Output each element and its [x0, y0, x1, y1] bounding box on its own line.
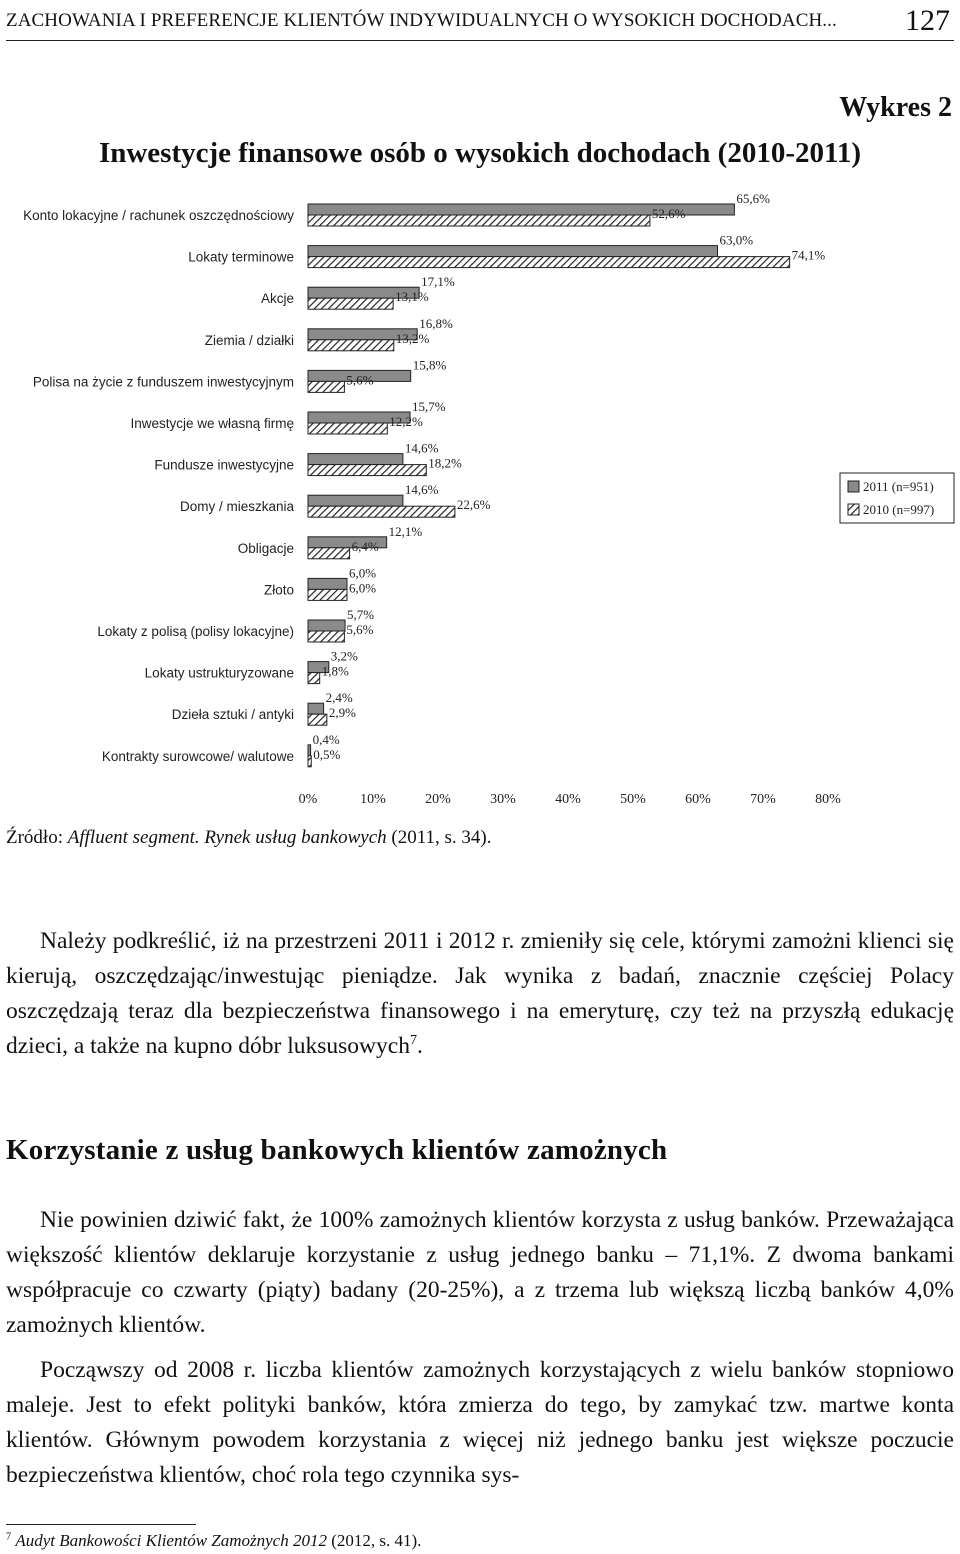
value-label: 6,0%	[349, 580, 377, 596]
x-tick-label: 50%	[620, 792, 646, 807]
footnote-title: Audyt Bankowości Klientów Zamożnych 2012	[15, 1531, 327, 1550]
category-label: Konto lokacyjne / rachunek oszczędnościowy	[23, 208, 294, 223]
bar-2010	[308, 506, 455, 517]
category-label: Dzieła sztuki / antyki	[171, 707, 294, 723]
paragraph-trend: Począwszy od 2008 r. liczba klientów zamożnych korzystających z wielu banków stopniowo maleje. Jest to efekt polityki banków, która zmierza do tego, by zamykać tzw. martwe konta klientów. Głównym powodem korzystania z więcej niż jednego banku jest większe poczucie bezpieczeństwa klientów, choć rola tego czynnika sys-	[6, 1357, 954, 1488]
source-title: Affluent segment. Rynek usług bankowych	[67, 827, 387, 848]
bar-2011	[308, 246, 718, 257]
bar-2010	[308, 631, 344, 642]
legend-swatch	[848, 504, 859, 515]
category-label: Złoto	[263, 582, 294, 598]
figure-title: Inwestycje finansowe osób o wysokich dochodach (2010-2011)	[98, 137, 862, 169]
value-label: 16,8%	[419, 315, 453, 331]
value-label: 18,2%	[428, 455, 462, 471]
category-labels	[23, 208, 294, 764]
value-label: 5,6%	[346, 622, 374, 637]
bar-2010	[308, 215, 650, 226]
bars	[308, 204, 790, 767]
bar-2010	[308, 298, 393, 309]
section-heading: Korzystanie z usług bankowych klientów zamożnych	[6, 1134, 668, 1166]
bar-2011	[308, 745, 311, 756]
category-label: Polisa na życie z funduszem inwestycyjnym	[32, 374, 294, 390]
x-tick-label: 10%	[360, 792, 386, 807]
value-label: 15,8%	[412, 357, 447, 373]
bar-2011	[308, 495, 403, 506]
running-header-title: ZACHOWANIA I PREFERENCJE KLIENTÓW INDYWIDUALNYCH O WYSOKICH DOCHODACH...	[6, 10, 837, 31]
value-label: 6,0%	[349, 565, 377, 581]
bar-2010	[308, 257, 790, 268]
value-label: 63,0%	[719, 232, 754, 248]
value-label: 13,2%	[395, 330, 430, 346]
footnote-number: 7	[6, 1531, 12, 1543]
bar-2010	[308, 423, 387, 434]
bar-2010	[308, 465, 426, 476]
page-number: 127	[905, 4, 950, 37]
category-label: Akcje	[260, 291, 294, 307]
value-label: 12,1%	[388, 523, 423, 539]
bar-2010	[308, 756, 311, 767]
category-label: Kontrakty surowcowe/ walutowe	[101, 748, 294, 764]
footnote-ref: 7	[409, 1032, 417, 1049]
bar-2010	[308, 673, 320, 684]
value-label: 14,6%	[404, 482, 439, 498]
value-label: 5,7%	[347, 607, 375, 622]
value-label: 0,4%	[312, 731, 340, 747]
bar-2011	[308, 454, 403, 465]
x-tick-label: 0%	[298, 792, 318, 807]
category-label: Obligacje	[237, 540, 294, 556]
paragraph-banks: Nie powinien dziwić fakt, że 100% zamożnych klientów korzysta z usług banków. Przeważająca większość klientów deklaruje korzystanie z usług jednego banku – 71,1%. Z dwoma bankami współpracuje co czwarty (piąty) badany (20-25%), a z trzema lub większą liczbą banków 4,0% zamożnych klientów.	[6, 1207, 954, 1338]
value-label: 14,6%	[404, 440, 439, 456]
x-axis	[299, 792, 842, 807]
bar-2010	[308, 589, 347, 600]
footnote-suffix: (2012, s. 41).	[326, 1531, 422, 1550]
bar-2010	[308, 548, 350, 559]
x-tick-label: 70%	[750, 792, 776, 807]
x-tick-label: 60%	[685, 792, 711, 807]
legend-swatch	[848, 481, 859, 492]
value-label: 13,1%	[395, 289, 429, 305]
bar-2011	[308, 578, 347, 589]
x-tick-label: 20%	[425, 792, 451, 807]
legend-label: 2010 (n=997)	[863, 502, 935, 517]
source-suffix: (2011, s. 34).	[386, 827, 492, 848]
value-label: 1,8%	[321, 663, 349, 679]
value-label: 6,4%	[351, 538, 379, 554]
category-label: Lokaty terminowe	[188, 249, 294, 265]
value-label: 65,6%	[736, 191, 770, 206]
figure-label: Wykres 2	[839, 92, 952, 123]
bar-2010	[308, 381, 344, 392]
legend	[840, 473, 954, 523]
value-label: 15,7%	[412, 399, 446, 414]
x-tick-label: 80%	[815, 792, 841, 807]
footnote	[6, 1531, 421, 1551]
figure-source	[6, 827, 491, 849]
value-label: 3,2%	[330, 648, 358, 664]
legend-label: 2011 (n=951)	[863, 479, 934, 494]
value-label: 12,2%	[389, 414, 423, 429]
bar-2011	[308, 620, 345, 631]
value-label: 17,1%	[421, 274, 455, 290]
bar-2010	[308, 340, 394, 351]
bar-2010	[308, 714, 327, 725]
footnote-rule	[6, 1524, 196, 1525]
bar-2011	[308, 703, 324, 714]
value-label: 5,6%	[346, 372, 374, 388]
category-label: Domy / mieszkania	[179, 499, 294, 515]
category-label: Inwestycje we własną firmę	[130, 416, 294, 431]
value-label: 0,5%	[313, 746, 341, 762]
category-label: Lokaty ustrukturyzowane	[144, 665, 294, 681]
category-label: Lokaty z polisą (polisy lokacyjne)	[97, 624, 294, 639]
value-label: 2,9%	[328, 705, 356, 721]
category-label: Fundusze inwestycyjne	[154, 457, 294, 473]
paragraph-goals	[6, 924, 954, 1064]
x-tick-label: 40%	[555, 792, 581, 807]
value-labels	[313, 191, 826, 762]
category-label: Ziemia / działki	[204, 332, 294, 348]
paragraph-goals-text: Należy podkreślić, iż na przestrzeni 2011 i 2012 r. zmieniły się cele, którymi zamożni klienci się kierują, oszczędzając/inwestując pieniądze. Jak wynika z badań, znacznie częściej Polacy oszczędzają teraz dla bezpieczeństwa finansowego i na emeryturę, czy też na przyszłą edukację dzieci, a także na kupno dóbr luksusowych	[6, 928, 954, 1059]
value-label: 22,6%	[456, 497, 491, 513]
paragraph-goals-end: .	[417, 1033, 423, 1059]
value-label: 74,1%	[791, 247, 826, 263]
value-label: 52,6%	[651, 206, 686, 221]
source-prefix: Źródło:	[6, 827, 68, 848]
value-label: 2,4%	[325, 690, 353, 706]
x-tick-label: 30%	[490, 792, 516, 807]
